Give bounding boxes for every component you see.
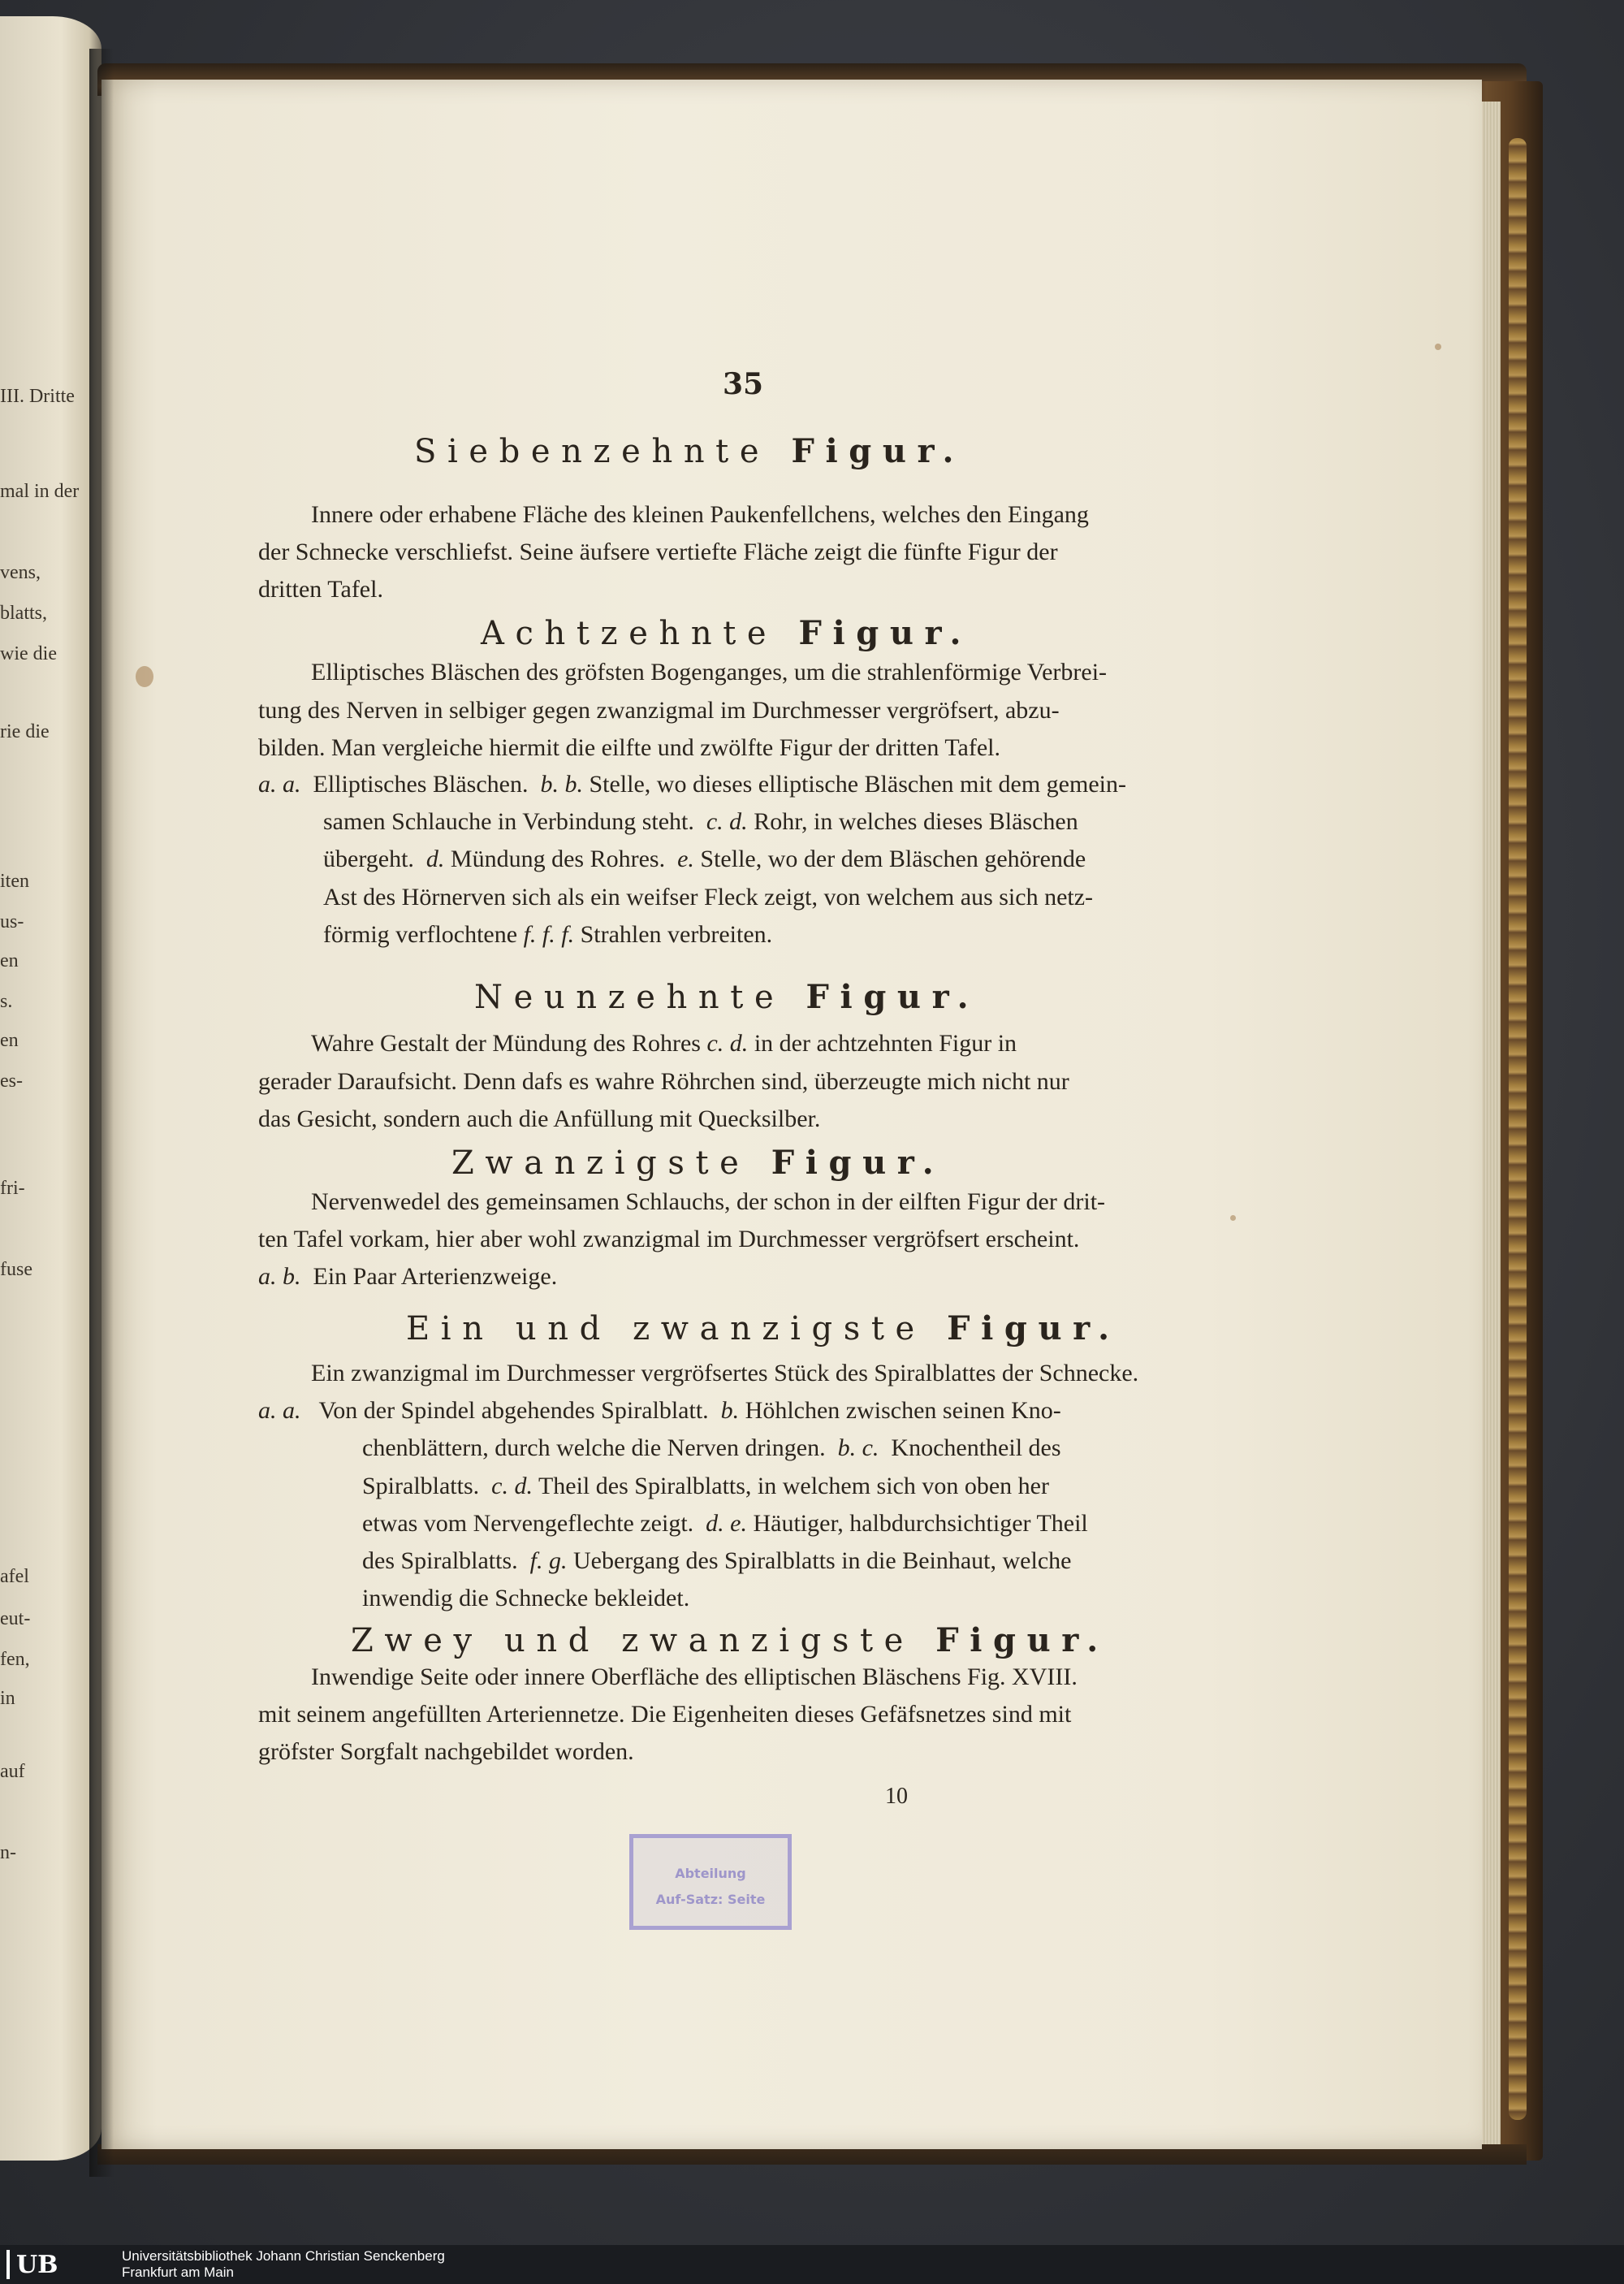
text-line: das Gesicht, sondern auch die Anfüllung mit Quecksilber. [258, 1105, 821, 1132]
foxing-spot [1230, 1215, 1236, 1221]
text-line: ten Tafel vorkam, hier aber wohl zwanzigmal im Durchmesser vergröfsert erscheint. [258, 1226, 1080, 1252]
heading-figure-20: Zwanzigste Figur. [451, 1144, 945, 1182]
left-fragment: fri- [0, 1178, 25, 1199]
left-fragment: us- [0, 911, 24, 932]
left-fragment: fen, [0, 1649, 30, 1670]
legend-line: Spiralblatts. c. d. Theil des Spiralblatts, in welchem sich von oben her [362, 1473, 1049, 1499]
heading-figure-17: Siebenzehnte Figur. [414, 432, 965, 470]
stamp-line: Auf-Satz: Seite [655, 1892, 766, 1907]
legend-line: chenblättern, durch welche die Nerven dringen. b. c. Knochentheil des [362, 1434, 1061, 1461]
left-fragment: blatts, [0, 603, 47, 624]
text-line: gröfster Sorgfalt nachgebildet worden. [258, 1738, 634, 1765]
legend-line: etwas vom Nervengeflechte zeigt. d. e. Häutiger, halbdurchsichtiger Theil [362, 1510, 1088, 1537]
left-fragment: wie die [0, 643, 57, 664]
left-facing-page [0, 16, 102, 2161]
ub-logo: UB [6, 2250, 65, 2279]
page-number: 35 [722, 367, 764, 401]
left-fragment: fuse [0, 1259, 32, 1280]
text-line: dritten Tafel. [258, 576, 383, 603]
text-line: Nervenwedel des gemeinsamen Schlauchs, der schon in der eilften Figur der drit- [311, 1188, 1106, 1215]
left-fragment: vens, [0, 562, 41, 583]
gutter-shadow [89, 49, 114, 2177]
foxing-spot [136, 666, 153, 687]
left-fragment: afel [0, 1566, 29, 1587]
left-fragment: in [0, 1688, 15, 1709]
text-line: Wahre Gestalt der Mündung des Rohres c. d. in der achtzehnten Figur in [311, 1030, 1017, 1057]
text-line: bilden. Man vergleiche hiermit die eilfte und zwölfte Figur der dritten Tafel. [258, 734, 1001, 761]
left-fragment: mal in der [0, 481, 80, 502]
heading-figure-21: Ein und zwanzigste Figur. [406, 1309, 1121, 1347]
text-line: Elliptisches Bläschen des gröfsten Bogenganges, um die strahlenförmige Verbrei- [311, 659, 1108, 686]
text-line: Ein zwanzigmal im Durchmesser vergröfsertes Stück des Spiralblattes der Schnecke. [311, 1360, 1139, 1386]
left-fragment: III. Dritte [0, 386, 75, 407]
legend-line: übergeht. d. Mündung des Rohres. e. Stelle, wo der dem Bläschen gehörende [323, 846, 1086, 872]
gilt-ornament-border [1509, 138, 1527, 2120]
left-fragment: n- [0, 1842, 16, 1863]
left-fragment: eut- [0, 1608, 31, 1629]
legend-line: des Spiralblatts. f. g. Uebergang des Spiralblatts in die Beinhaut, welche [362, 1547, 1072, 1574]
legend-line: a. a. Von der Spindel abgehendes Spiralblatt. b. Höhlchen zwischen seinen Kno- [258, 1397, 1061, 1424]
text-line: gerader Daraufsicht. Denn dafs es wahre Röhrchen sind, überzeugte mich nicht nur [258, 1068, 1069, 1095]
stamp-line: Abteilung [675, 1866, 746, 1881]
left-fragment: iten [0, 871, 29, 892]
left-fragment: en [0, 950, 19, 971]
legend-line: samen Schlauche in Verbindung steht. c. d. Rohr, in welches dieses Bläschen [323, 808, 1078, 835]
left-fragment: auf [0, 1761, 25, 1782]
sheet-signature-number: 10 [885, 1784, 908, 1809]
text-line: mit seinem angefüllten Arteriennetze. Die Eigenheiten dieses Gefäfsnetzes sind mit [258, 1701, 1072, 1728]
library-name: Universitätsbibliothek Johann Christian Senckenberg [122, 2248, 445, 2264]
library-footer-bar [0, 2245, 1624, 2284]
library-stamp [629, 1834, 792, 1930]
legend-line: a. a. Elliptisches Bläschen. b. b. Stelle, wo dieses elliptische Bläschen mit dem gemein- [258, 771, 1126, 798]
left-fragment: rie die [0, 721, 50, 742]
left-fragment: en [0, 1030, 19, 1051]
legend-line: inwendig die Schnecke bekleidet. [362, 1585, 690, 1611]
legend-line: förmig verflochtene f. f. f. Strahlen verbreiten. [323, 921, 773, 948]
heading-figure-19: Neunzehnte Figur. [474, 978, 980, 1016]
foxing-spot [1435, 344, 1441, 350]
text-line: der Schnecke verschliefst. Seine äufsere vertiefte Fläche zeigt die fünfte Figur der [258, 539, 1058, 565]
text-line: a. b. Ein Paar Arterienzweige. [258, 1263, 558, 1290]
text-line: Inwendige Seite oder innere Oberfläche des elliptischen Bläschens Fig. XVIII. [311, 1663, 1078, 1690]
text-line: Innere oder erhabene Fläche des kleinen Paukenfellchens, welches den Eingang [311, 501, 1089, 528]
text-line: tung des Nerven in selbiger gegen zwanzigmal im Durchmesser vergröfsert, abzu- [258, 697, 1060, 724]
left-fragment: s. [0, 991, 13, 1012]
heading-figure-18: Achtzehnte Figur. [481, 614, 973, 652]
heading-figure-22: Zwey und zwanzigste Figur. [351, 1621, 1109, 1659]
legend-line: Ast des Hörnerven sich als ein weifser Fleck zeigt, von welchem aus sich netz- [323, 884, 1094, 911]
left-fragment: es- [0, 1071, 23, 1092]
library-city: Frankfurt am Main [122, 2265, 234, 2280]
